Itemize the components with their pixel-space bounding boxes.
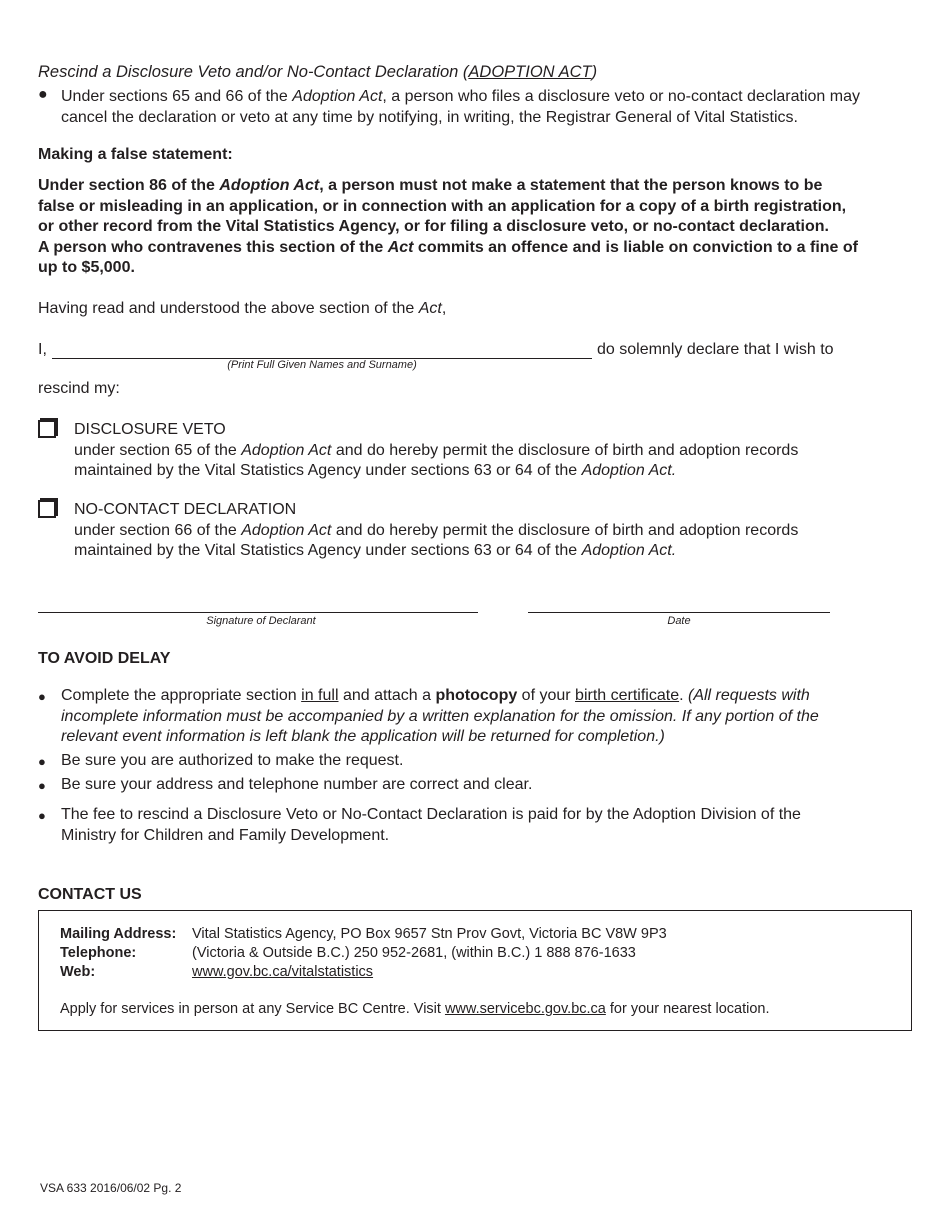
apply-in-person-text: Apply for services in person at any Service BC Centre. Visit www.servicebc.gov.bc.ca for your nearest location. [60, 1001, 770, 1017]
rescind-heading: Rescind a Disclosure Veto and/or No-Contact Declaration (ADOPTION ACT) [38, 63, 598, 81]
telephone-label: Telephone: [60, 945, 137, 961]
form-id: VSA 633 2016/06/02 Pg. 2 [40, 1181, 182, 1195]
date-caption: Date [667, 615, 691, 627]
avoid-delay-item: The fee to rescind a Disclosure Veto or No-Contact Declaration is paid for by the Adoption Division of the Ministry for Children and Family Development. [61, 806, 801, 844]
date-field[interactable] [528, 612, 830, 613]
contact-heading: CONTACT US [38, 886, 142, 903]
disclosure-veto-checkbox[interactable] [38, 420, 56, 438]
signature-caption: Signature of Declarant [206, 615, 316, 627]
bullet-icon: ● [38, 778, 46, 793]
no-contact-declaration-checkbox[interactable] [38, 500, 56, 518]
bullet-icon: ● [38, 689, 46, 704]
adoption-act-link[interactable]: ADOPTION ACT [468, 63, 592, 81]
bullet-icon: ● [38, 86, 48, 103]
avoid-delay-item: Be sure you are authorized to make the request. [61, 752, 404, 769]
avoid-delay-item: Complete the appropriate section in full and attach a photocopy of your birth certificate. (All requests with incomplete information must be accompanied by a written explanation for the omission. If any portion of the relevant event information is left blank the application will be returned for completion.) [61, 687, 819, 745]
false-statement-text: Under section 86 of the Adoption Act, a person must not make a statement that the person knows to be false or misleading in an application, or in connection with an application for a copy of a birth registration, or other record from the Vital Statistics Agency, or for filing a disclosure veto, or no-contact declaration. A person who contravenes this section of the Act commits an offence and is liable on conviction to a fine of up to $5,000. [38, 177, 858, 276]
vital-statistics-link[interactable]: www.gov.bc.ca/vitalstatistics [192, 964, 374, 980]
disclosure-veto-title: DISCLOSURE VETO [74, 421, 226, 438]
no-contact-declaration-option: NO-CONTACT DECLARATION under section 66 of the Adoption Act and do hereby permit the disclosure of birth and adoption records maintained by the Vital Statistics Agency under sections 63 or 64 of the Adoption Act. [74, 501, 799, 559]
false-statement-heading: Making a false statement: [38, 146, 233, 163]
mailing-address-value: Vital Statistics Agency, PO Box 9657 Stn Prov Govt, Victoria BC V8W 9P3 [192, 926, 667, 942]
bullet-icon: ● [38, 808, 46, 823]
signature-field[interactable] [38, 612, 478, 613]
web-label: Web: [60, 964, 96, 980]
no-contact-declaration-title: NO-CONTACT DECLARATION [74, 501, 297, 518]
mailing-address-label: Mailing Address: [60, 926, 177, 942]
read-understood-text: Having read and understood the above section of the Act, [38, 300, 447, 317]
rescind-my-text: rescind my: [38, 380, 120, 397]
rescind-bullet-text: Under sections 65 and 66 of the Adoption Act, a person who files a disclosure veto or no-contact declaration may cancel the declaration or veto at any time by notifying, in writing, the Registrar General of Vital Statistics. [61, 88, 860, 126]
disclosure-veto-option: DISCLOSURE VETO under section 65 of the Adoption Act and do hereby permit the disclosure of birth and adoption records maintained by the Vital Statistics Agency under sections 63 or 64 of the Adoption Act. [74, 421, 799, 479]
declarant-i-label: I, [38, 341, 47, 358]
contact-box [38, 910, 912, 1031]
servicebc-link[interactable]: www.servicebc.gov.bc.ca [444, 1001, 606, 1017]
full-name-caption: (Print Full Given Names and Surname) [227, 359, 417, 371]
avoid-delay-heading: TO AVOID DELAY [38, 650, 171, 667]
declare-text: do solemnly declare that I wish to [597, 341, 834, 358]
bullet-icon: ● [38, 754, 46, 769]
avoid-delay-item: Be sure your address and telephone number are correct and clear. [61, 776, 533, 793]
telephone-value: (Victoria & Outside B.C.) 250 952-2681, (within B.C.) 1 888 876-1633 [192, 945, 636, 961]
